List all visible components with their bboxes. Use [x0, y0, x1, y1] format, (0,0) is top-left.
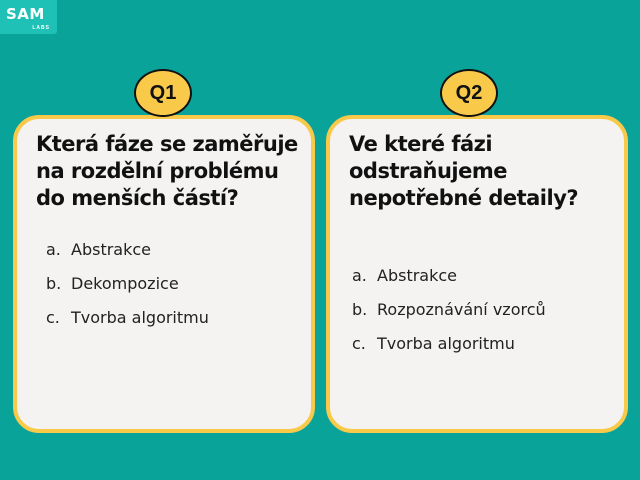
- logo-subtext: LABS: [32, 25, 50, 31]
- answer-option[interactable]: [46, 274, 209, 308]
- answer-text: Dekompozice: [71, 274, 179, 293]
- answer-list-1: [46, 240, 209, 342]
- answer-letter: a.: [352, 266, 367, 285]
- answer-text: Tvorba algoritmu: [71, 308, 209, 327]
- answer-letter: a.: [46, 240, 61, 259]
- answer-text: Rozpoznávání vzorců: [377, 300, 546, 319]
- question-text-1: Která fáze se zaměřuje na rozdělní problému do menších částí?: [36, 132, 298, 210]
- question-badge-2: Q2: [440, 69, 498, 117]
- answer-text: Abstrakce: [71, 240, 151, 259]
- answer-letter: b.: [46, 274, 62, 293]
- question-card-1: [13, 115, 315, 433]
- answer-list-2: [352, 266, 546, 368]
- question-text-2: Ve které fázi odstraňujeme nepotřebné detaily?: [349, 132, 579, 210]
- answer-option[interactable]: [352, 300, 546, 334]
- answer-letter: b.: [352, 300, 368, 319]
- answer-option[interactable]: [46, 240, 209, 274]
- question-badge-1: Q1: [134, 69, 192, 117]
- sam-labs-logo: [0, 0, 57, 34]
- question-card-2: [326, 115, 628, 433]
- answer-text: Tvorba algoritmu: [377, 334, 515, 353]
- answer-letter: c.: [352, 334, 366, 353]
- answer-letter: c.: [46, 308, 60, 327]
- answer-text: Abstrakce: [377, 266, 457, 285]
- logo-text: SAM: [6, 5, 45, 23]
- answer-option[interactable]: [46, 308, 209, 342]
- answer-option[interactable]: [352, 334, 546, 368]
- answer-option[interactable]: [352, 266, 546, 300]
